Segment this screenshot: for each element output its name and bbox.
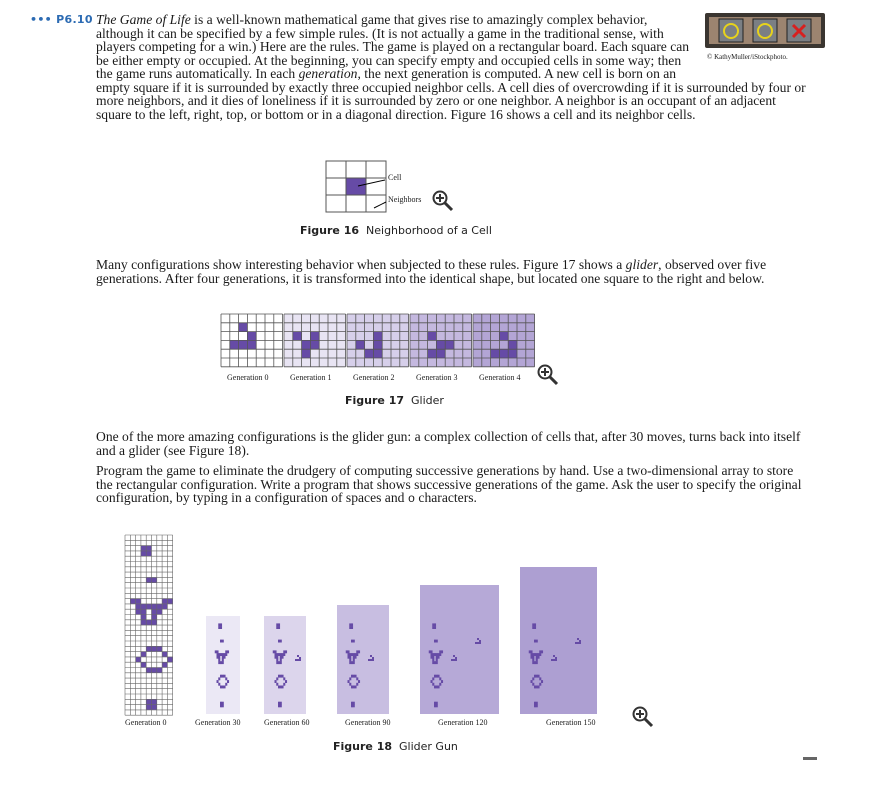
text-segment: and a glider (see Figure 18). <box>96 442 250 458</box>
text-segment: be either empty or occupied. At the beginning, you can specify empty and occupied cells in some way; then <box>96 52 682 68</box>
text-segment: characters. <box>415 490 477 505</box>
generation-label: Generation 3 <box>416 373 458 382</box>
glider-cell <box>553 659 555 661</box>
zoom-in-icon[interactable] <box>632 706 654 728</box>
figure-number: Figure 16 <box>300 224 360 237</box>
figure-number: Figure 18 <box>333 740 393 753</box>
generation-label: Generation 150 <box>546 718 596 727</box>
glider-cell <box>372 657 374 659</box>
page-marker <box>803 757 817 760</box>
text-segment: players competing for a win.) Here are the rules. The game is played on a rectangular board. Each square can <box>96 39 690 54</box>
text-segment: is a well-known mathematical game that gives rise to amazingly complex behavior, <box>190 12 648 27</box>
text-segment: although it can be specified by a few simple rules. (It is not actually a game in the traditional sense, with <box>96 25 664 41</box>
glider-cell <box>370 655 372 657</box>
photo-credit: © KathyMuller/iStockphoto. <box>707 53 788 61</box>
gun-generation-panel <box>520 567 597 714</box>
gun-generation-panel <box>264 616 306 714</box>
glider-cell <box>577 642 579 644</box>
generation-label: Generation 2 <box>353 373 395 382</box>
gun-generation-0 <box>125 535 173 715</box>
glider-cell <box>579 642 581 644</box>
generation-label: Generation 60 <box>264 718 310 727</box>
gun-generation-panel <box>337 605 389 714</box>
glider-cell <box>299 657 301 659</box>
glider-cell <box>479 642 481 644</box>
glider-cell <box>577 638 579 640</box>
glider-cell <box>299 659 301 661</box>
neighbors-label: Neighbors <box>388 195 422 204</box>
text-segment: generation <box>298 66 358 81</box>
figure-title: Glider <box>411 394 444 407</box>
figure-title: Neighborhood of a Cell <box>366 224 492 237</box>
generation-label: Generation 0 <box>227 373 269 382</box>
glider-cell <box>575 642 577 644</box>
gun-generation-panel <box>420 585 499 714</box>
glider-cell <box>297 655 299 657</box>
glider-cell <box>451 659 453 661</box>
glider-cell <box>453 659 455 661</box>
text-segment: The Game of Life <box>96 12 191 27</box>
glider-cell <box>479 640 481 642</box>
text-segment: empty square if it is surrounded by exactly three occupied neighbor cells. A cell dies of overcrowding if it is surrounded by four or <box>96 79 806 95</box>
text-segment: the rectangular configuration. Write a program that shows successive generations of the game. Ask the user to specify the original <box>96 476 802 492</box>
cell-label: Cell <box>388 173 402 182</box>
generation-label: Generation 0 <box>125 718 167 727</box>
glider-cell <box>297 659 299 661</box>
glider-cell <box>555 657 557 659</box>
text-segment: generations. After four generations, it is transformed into the identical shape, but located one square to the right and below. <box>96 270 765 286</box>
gun-generation-panel <box>206 616 240 714</box>
text-segment: square to the left, right, top, or bottom or in a diagonal direction. Figure 16 shows a cell and its neighbor cells. <box>96 106 696 122</box>
glider-cell <box>370 659 372 661</box>
glider-cell <box>477 642 479 644</box>
glider-cell <box>555 659 557 661</box>
glider-cell <box>477 638 479 640</box>
text-segment: Program the game to eliminate the drudgery of computing successive generations by hand. Use a two-dimensional array to store <box>96 463 794 478</box>
glider-cell <box>295 659 297 661</box>
generation-label: Generation 30 <box>195 718 241 727</box>
glider-cell <box>455 657 457 659</box>
text-segment: o <box>407 492 416 506</box>
figure18-caption <box>333 740 458 753</box>
figure-number: Figure 17 <box>345 394 405 407</box>
figure-title: Glider Gun <box>399 740 458 753</box>
glider-cell <box>475 642 477 644</box>
text-segment: more neighbors, and it dies of loneliness if it is surrounded by zero or one neighbor. A neighbor is an occupant of an adjacent <box>96 93 776 108</box>
glider-cell <box>553 655 555 657</box>
text-segment: One of the more amazing configurations is the glider gun: a complex collection of cells that, after 30 moves, turns back into itself <box>96 429 801 444</box>
glider-cell <box>579 640 581 642</box>
text-segment: Many configurations show interesting behavior when subjected to these rules. Figure 17 shows a <box>96 257 626 272</box>
text-segment: , the next generation is computed. A new cell is born on an <box>357 66 677 81</box>
text-segment: glider <box>625 257 659 272</box>
glider-cell <box>372 659 374 661</box>
glider-cell <box>368 659 370 661</box>
generation-label: Generation 1 <box>290 373 332 382</box>
problem-label: ••• P6.10 <box>30 13 93 26</box>
text-segment: the game runs automatically. In each <box>96 66 299 81</box>
glider-cell <box>551 659 553 661</box>
text-segment: , observed over five <box>658 257 767 272</box>
generation-label: Generation 120 <box>438 718 488 727</box>
text-segment: configuration, by typing in a configuration of spaces and <box>96 490 408 505</box>
glider-cell <box>453 655 455 657</box>
generation-label: Generation 4 <box>479 373 521 382</box>
generation-label: Generation 90 <box>345 718 391 727</box>
glider-cell <box>455 659 457 661</box>
